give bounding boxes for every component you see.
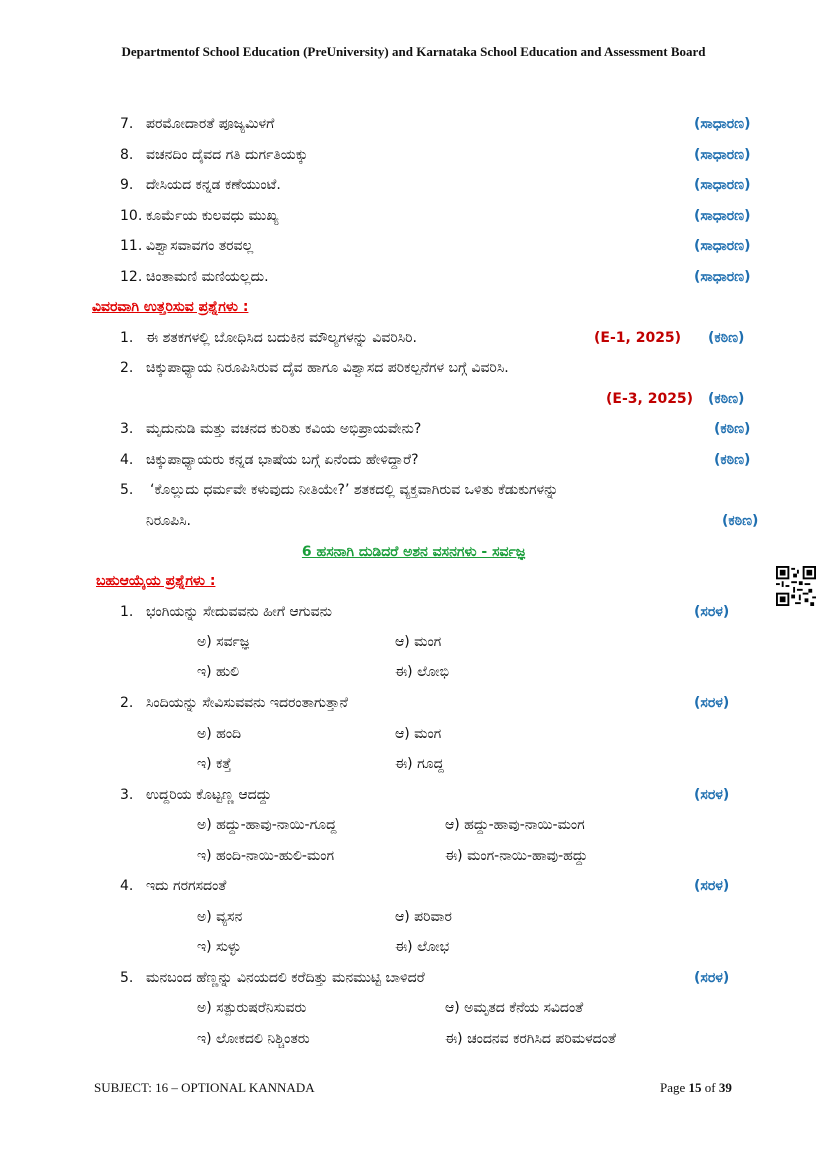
- question-number: 2.: [120, 360, 134, 376]
- option-d: ಈ) ಗೂದ್ದ: [395, 756, 444, 772]
- option-c: ಇ) ಹುಲಿ: [197, 664, 240, 680]
- difficulty-label: (ಸರಳ): [694, 695, 730, 711]
- chapter-title: 6 ಹಸನಾಗಿ ದುಡಿದರೆ ಅಶನ ವಸನಗಳು - ಸರ್ವಜ್ಞ: [301, 544, 526, 560]
- question-text: ಇದು ಗರಗಸದಂತೆ: [146, 878, 227, 894]
- difficulty-label: (ಸರಳ): [694, 787, 730, 803]
- question-text: ಈ ಶತಕಗಳಲ್ಲಿ ಬೋಧಿಸಿದ ಬದುಕಿನ ಮೌಲ್ಯಗಳನ್ನು ವಿವರಿಸಿರಿ.: [146, 330, 417, 346]
- difficulty-label: (ಸಾಧಾರಣ): [694, 177, 751, 193]
- footer-page-number: Page 15 of 39: [660, 1080, 732, 1095]
- exam-reference: (E-3, 2025): [606, 391, 694, 407]
- question-number: 3.: [120, 787, 134, 803]
- question-text: ಮನಬಂದ ಹೆಣ್ಣನ್ನು ವಿನಯದಲಿ ಕರೆದಿತ್ತು ಮನಮುಟ್ಟಿ ಬಾಳಿದರೆ: [146, 970, 425, 986]
- question-number: 1.: [120, 330, 134, 346]
- option-a: ಅ) ಹಂದಿ: [197, 726, 242, 742]
- section-heading-mcq: ಬಹುಆಯ್ಕೆಯ ಪ್ರಶ್ನೆಗಳು :: [96, 573, 216, 589]
- question-number: 10.: [120, 208, 143, 224]
- option-c: ಇ) ಸುಳ್ಳು: [197, 939, 241, 955]
- question-text: ಕೂರ್ಮೆಯ ಕುಲವಧು ಮುಖ್ಯ: [146, 208, 279, 224]
- question-text: ಉದ್ದರಿಯ ಕೊಟ್ಟಣ್ಣ ಆದದ್ದು: [146, 787, 272, 803]
- qr-code-icon: [776, 566, 816, 606]
- option-a: ಅ) ಸತ್ಪುರುಷರೆನಿಸುವರು: [197, 1000, 307, 1016]
- question-text: ಚಿಕ್ಕುಪಾಧ್ಯಾಯ ನಿರೂಪಿಸಿರುವ ದೈವ ಹಾಗೂ ವಿಶ್ವಾಸದ ಪರಿಕಲ್ಪನೆಗಳ ಬಗ್ಗೆ ವಿವರಿಸಿ.: [146, 360, 509, 376]
- question-number: 12.: [120, 269, 143, 285]
- option-b: ಆ) ಅಮೃತದ ಕೆನೆಯ ಸವಿದಂತೆ: [445, 1000, 584, 1016]
- difficulty-label: (ಸರಳ): [694, 970, 730, 986]
- question-number: 4.: [120, 878, 134, 894]
- page-header: Departmentof School Education (PreUniversity) and Karnataka School Education and Assessment Board: [121, 44, 706, 59]
- question-text: ‘ಕೊಲ್ಲುದು ಧರ್ಮವೇ ಕಳುವುದು ನೀತಿಯೇ?’ ಶತಕದಲ್ಲಿ ವ್ಯಕ್ತವಾಗಿರುವ ಒಳಿತು ಕೆಡುಕುಗಳನ್ನು: [150, 482, 559, 498]
- question-number: 4.: [120, 452, 134, 468]
- option-d: ಈ) ಲೋಭಿ: [395, 664, 450, 680]
- question-text: ಭಂಗಿಯನ್ನು ಸೇದುವವನು ಹೀಗೆ ಆಗುವನು: [146, 604, 332, 620]
- footer-subject: SUBJECT: 16 – OPTIONAL KANNADA: [94, 1080, 315, 1095]
- question-number: 1.: [120, 604, 134, 620]
- question-text: ದೇಸಿಯದ ಕನ್ನಡ ಕಣೆಯುಂಟೆ.: [146, 177, 281, 193]
- difficulty-label: (ಕಠಿಣ): [714, 421, 751, 437]
- difficulty-label: (ಸಾಧಾರಣ): [694, 116, 751, 132]
- question-text: ಚಿಕ್ಕುಪಾಧ್ಯಾಯರು ಕನ್ನಡ ಭಾಷೆಯ ಬಗ್ಗೆ ಏನೆಂದು ಹೇಳಿದ್ದಾರೆ?: [146, 452, 419, 468]
- difficulty-label: (ಕಠಿಣ): [708, 391, 745, 407]
- section-heading-long: ವಿವರವಾಗಿ ಉತ್ತರಿಸುವ ಪ್ರಶ್ನೆಗಳು :: [92, 299, 249, 315]
- question-number: 7.: [120, 116, 134, 132]
- difficulty-label: (ಕಠಿಣ): [722, 513, 759, 529]
- difficulty-label: (ಸಾಧಾರಣ): [694, 269, 751, 285]
- question-number: 11.: [120, 238, 143, 254]
- question-number: 5.: [120, 970, 134, 986]
- question-number: 5.: [120, 482, 134, 498]
- option-c: ಇ) ಲೋಕದಲಿ ನಿಶ್ಚಿಂತರು: [197, 1031, 310, 1047]
- option-b: ಆ) ಹದ್ದು-ಹಾವು-ನಾಯಿ-ಮಂಗ: [445, 817, 585, 833]
- question-number: 9.: [120, 177, 134, 193]
- exam-reference: (E-1, 2025): [594, 330, 682, 346]
- question-text: ಪರಮೋದಾರತೆ ಪೂಜ್ಯಮಿಳಗೆ: [146, 116, 275, 132]
- option-a: ಅ) ಹದ್ದು-ಹಾವು-ನಾಯಿ-ಗೂದ್ದ: [197, 817, 337, 833]
- question-number: 8.: [120, 147, 134, 163]
- question-text-continued: ನಿರೂಪಿಸಿ.: [146, 513, 191, 529]
- option-d: ಈ) ಮಂಗ-ನಾಯಿ-ಹಾವು-ಹದ್ದು: [445, 848, 588, 864]
- question-number: 2.: [120, 695, 134, 711]
- difficulty-label: (ಕಠಿಣ): [708, 330, 745, 346]
- question-number: 3.: [120, 421, 134, 437]
- question-text: ಸಿಂದಿಯನ್ನು ಸೇವಿಸುವವನು ಇದರಂತಾಗುತ್ತಾನೆ: [146, 695, 348, 711]
- option-a: ಅ) ಸರ್ವಜ್ಞ: [197, 634, 250, 650]
- difficulty-label: (ಸರಳ): [694, 604, 730, 620]
- difficulty-label: (ಸಾಧಾರಣ): [694, 147, 751, 163]
- question-text: ವಚನದಿಂ ದೈವದ ಗತಿ ದುರ್ಗತಿಯಕ್ಕು: [146, 147, 308, 163]
- option-c: ಇ) ಕತ್ತೆ: [197, 756, 232, 772]
- option-b: ಆ) ಮಂಗ: [395, 634, 442, 650]
- difficulty-label: (ಸಾಧಾರಣ): [694, 238, 751, 254]
- option-c: ಇ) ಹಂದಿ-ನಾಯಿ-ಹುಲಿ-ಮಂಗ: [197, 848, 335, 864]
- option-d: ಈ) ಚಂದನವ ಕರಗಿಸಿದ ಪರಿಮಳದಂತೆ: [445, 1031, 616, 1047]
- difficulty-label: (ಸರಳ): [694, 878, 730, 894]
- option-b: ಆ) ಮಂಗ: [395, 726, 442, 742]
- question-text: ವಿಶ್ವಾಸವಾವಗಂ ತರವಲ್ಲ: [146, 238, 254, 254]
- question-text: ಮೃದುನುಡಿ ಮತ್ತು ವಚನದ ಕುರಿತು ಕವಿಯ ಅಭಿಪ್ರಾಯವೇನು?: [146, 421, 422, 437]
- option-d: ಈ) ಲೋಭ: [395, 939, 450, 955]
- difficulty-label: (ಕಠಿಣ): [714, 452, 751, 468]
- option-b: ಆ) ಪರಿವಾರ: [395, 909, 452, 925]
- question-text: ಚಿಂತಾಮಣಿ ಮಣಿಯಲ್ಲದು.: [146, 269, 269, 285]
- difficulty-label: (ಸಾಧಾರಣ): [694, 208, 751, 224]
- option-a: ಅ) ವ್ಯಸನ: [197, 909, 243, 925]
